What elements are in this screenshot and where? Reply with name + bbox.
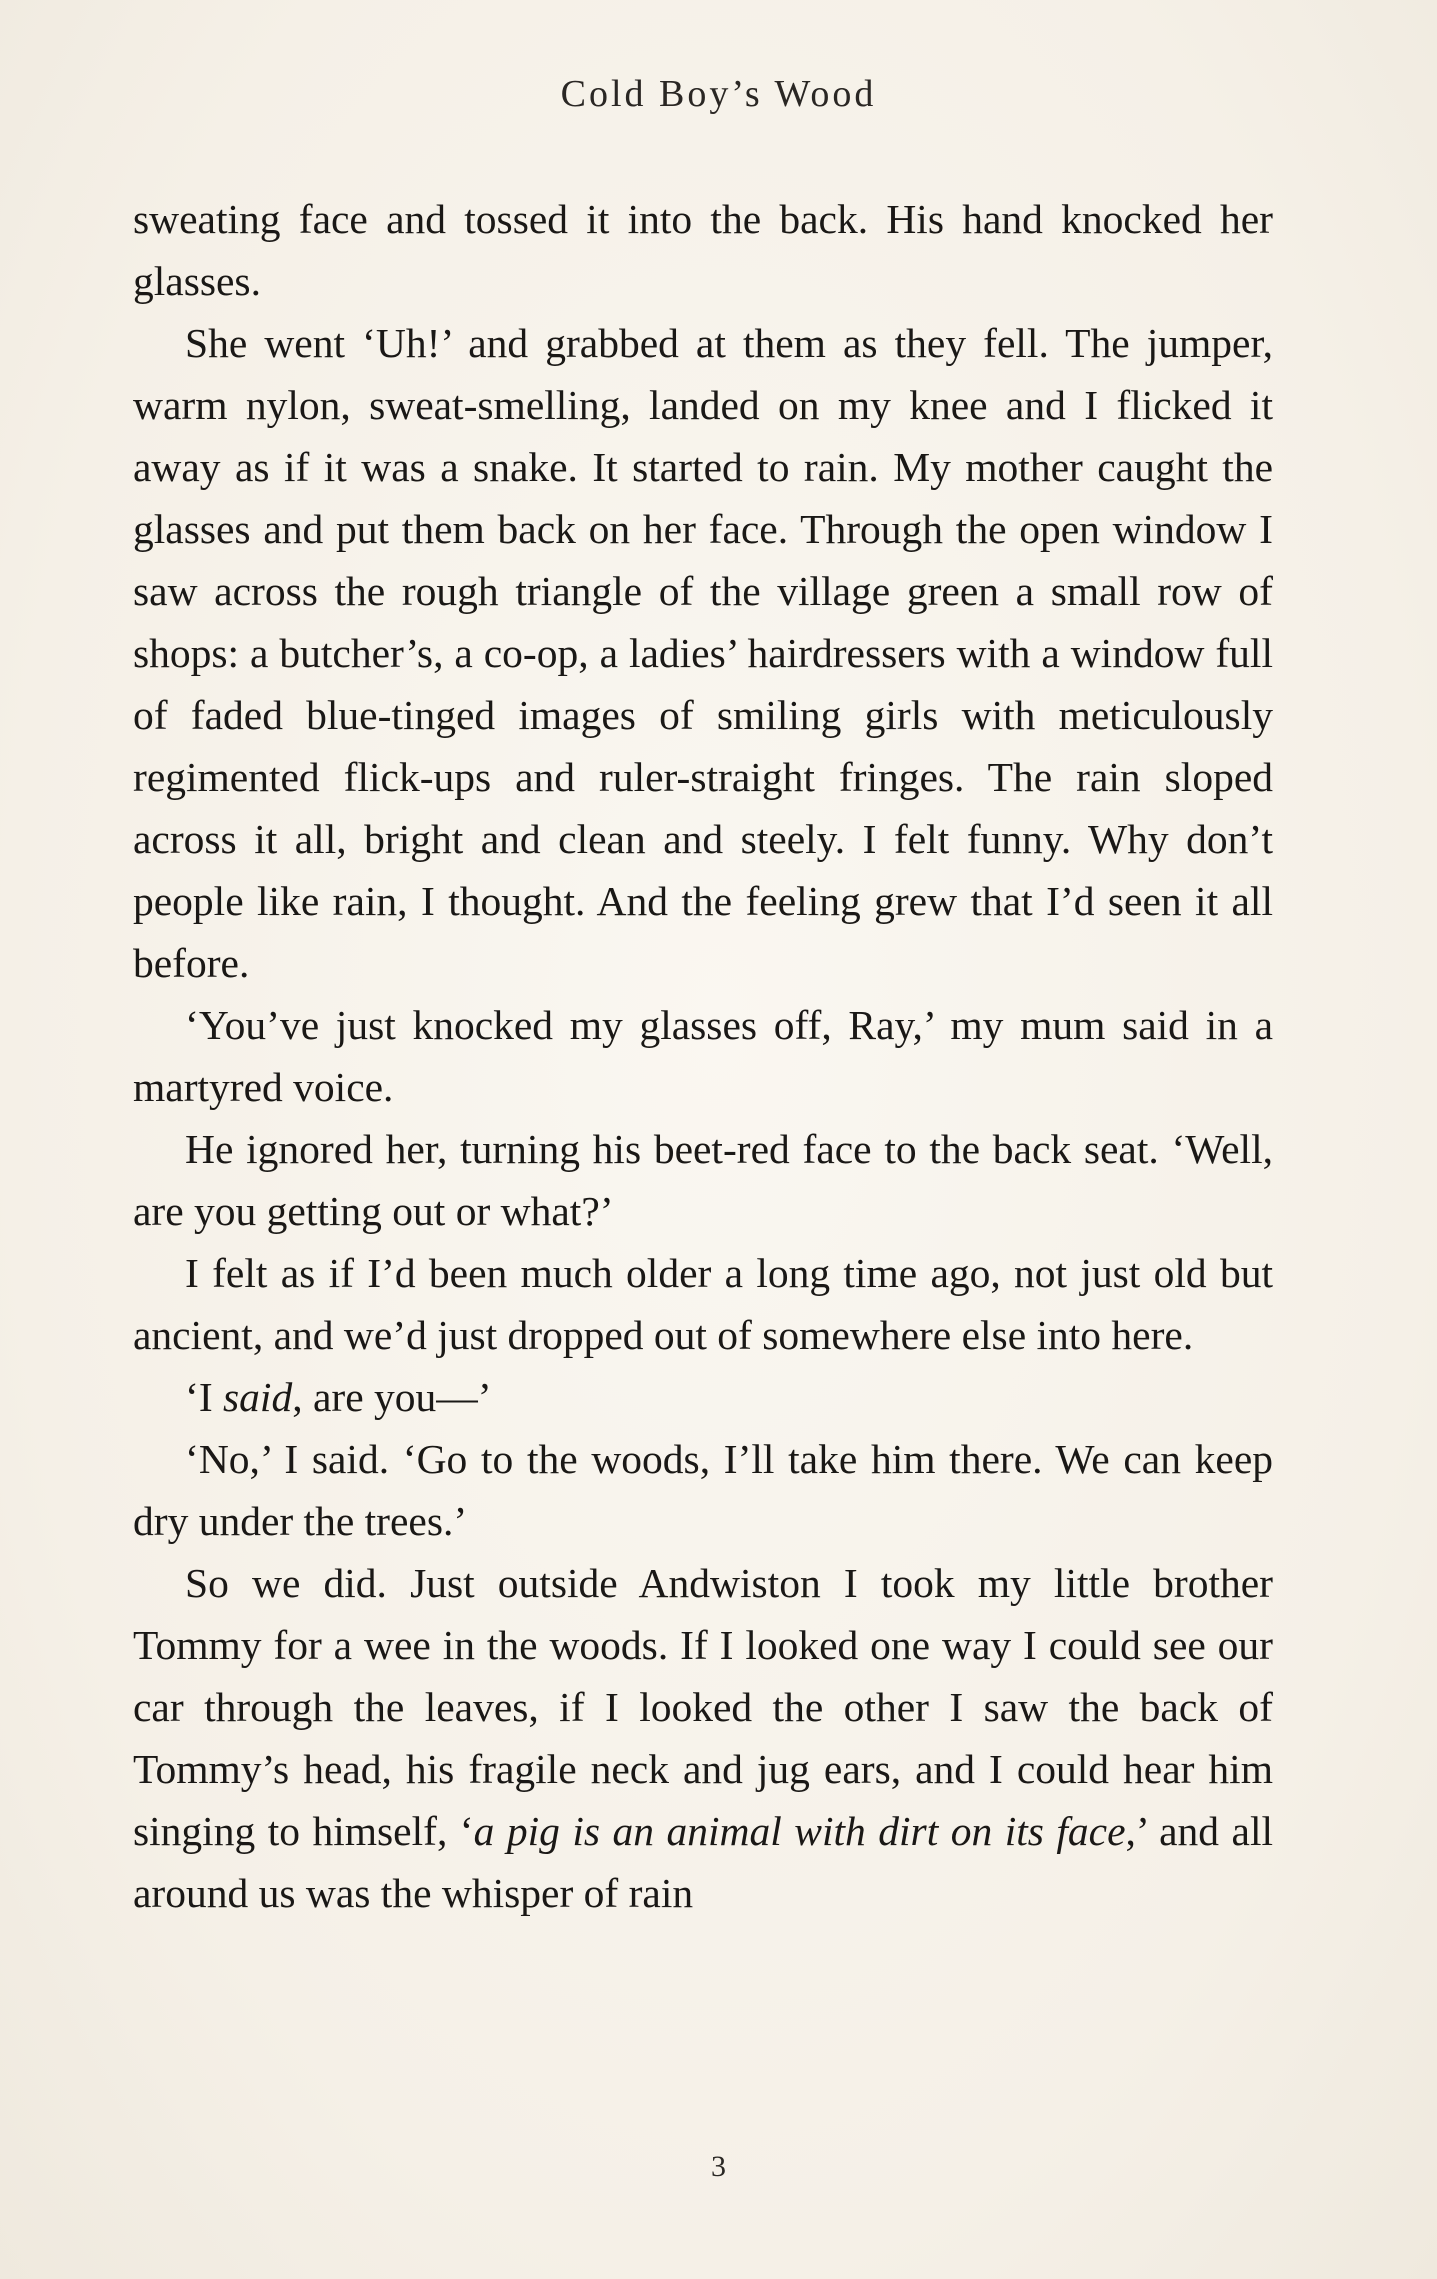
text-run: ,’ and all around us was the whisper of rain bbox=[133, 1808, 1273, 1916]
text-run: ‘I bbox=[185, 1374, 224, 1420]
text-run: sweating face and tossed it into the back. His hand knocked her glasses. bbox=[133, 196, 1273, 304]
text-run: ‘No,’ I said. ‘Go to the woods, I’ll take him there. We can keep dry under the trees.’ bbox=[133, 1436, 1273, 1544]
italic-text: said bbox=[223, 1374, 293, 1420]
running-head: Cold Boy’s Wood bbox=[560, 73, 877, 115]
paragraph bbox=[133, 1242, 1273, 1366]
text-run: ‘You’ve just knocked my glasses off, Ray,’ my mum said in a martyred voice. bbox=[133, 1002, 1273, 1110]
text-run: He ignored her, turning his beet-red face to the back seat. ‘Well, are you getting out or what?’ bbox=[133, 1126, 1273, 1234]
paragraph bbox=[133, 1366, 1273, 1428]
page-number: 3 bbox=[711, 2150, 726, 2183]
text-run: I felt as if I’d been much older a long time ago, not just old but ancient, and we’d just dropped out of somewhere else into here. bbox=[133, 1250, 1273, 1358]
paragraph bbox=[133, 1428, 1273, 1552]
body-text bbox=[133, 188, 1273, 1924]
paragraph bbox=[133, 1552, 1273, 1924]
paragraph bbox=[133, 312, 1273, 994]
italic-text: a pig is an animal with dirt on its face bbox=[473, 1808, 1126, 1854]
paragraph bbox=[133, 994, 1273, 1118]
text-run: She went ‘Uh!’ and grabbed at them as they fell. The jumper, warm nylon, sweat-smelling, landed on my knee and I flicked it away as if it was a snake. It started to rain. My mother caught the glasses and put them back on her face. Through the open window I saw across the rough triangle of the village green a small row of shops: a butcher’s, a co-op, a ladies’ hairdressers with a window full of faded blue-tinged images of smiling girls with meticulously regimented flick-ups and ruler-straight fringes. The rain sloped across it all, bright and clean and steely. I felt funny. Why don’t people like rain, I thought. And the feeling grew that I’d seen it all before. bbox=[133, 320, 1273, 986]
paragraph bbox=[133, 1118, 1273, 1242]
paragraph bbox=[133, 188, 1273, 312]
text-run: , are you—’ bbox=[292, 1374, 492, 1420]
text-run: So we did. Just outside Andwiston I took my little brother Tommy for a wee in the woods. If I looked one way I could see our car through the leaves, if I looked the other I saw the back of Tommy’s head, his fragile neck and jug ears, and I could hear him singing to himself, ‘ bbox=[133, 1560, 1273, 1854]
